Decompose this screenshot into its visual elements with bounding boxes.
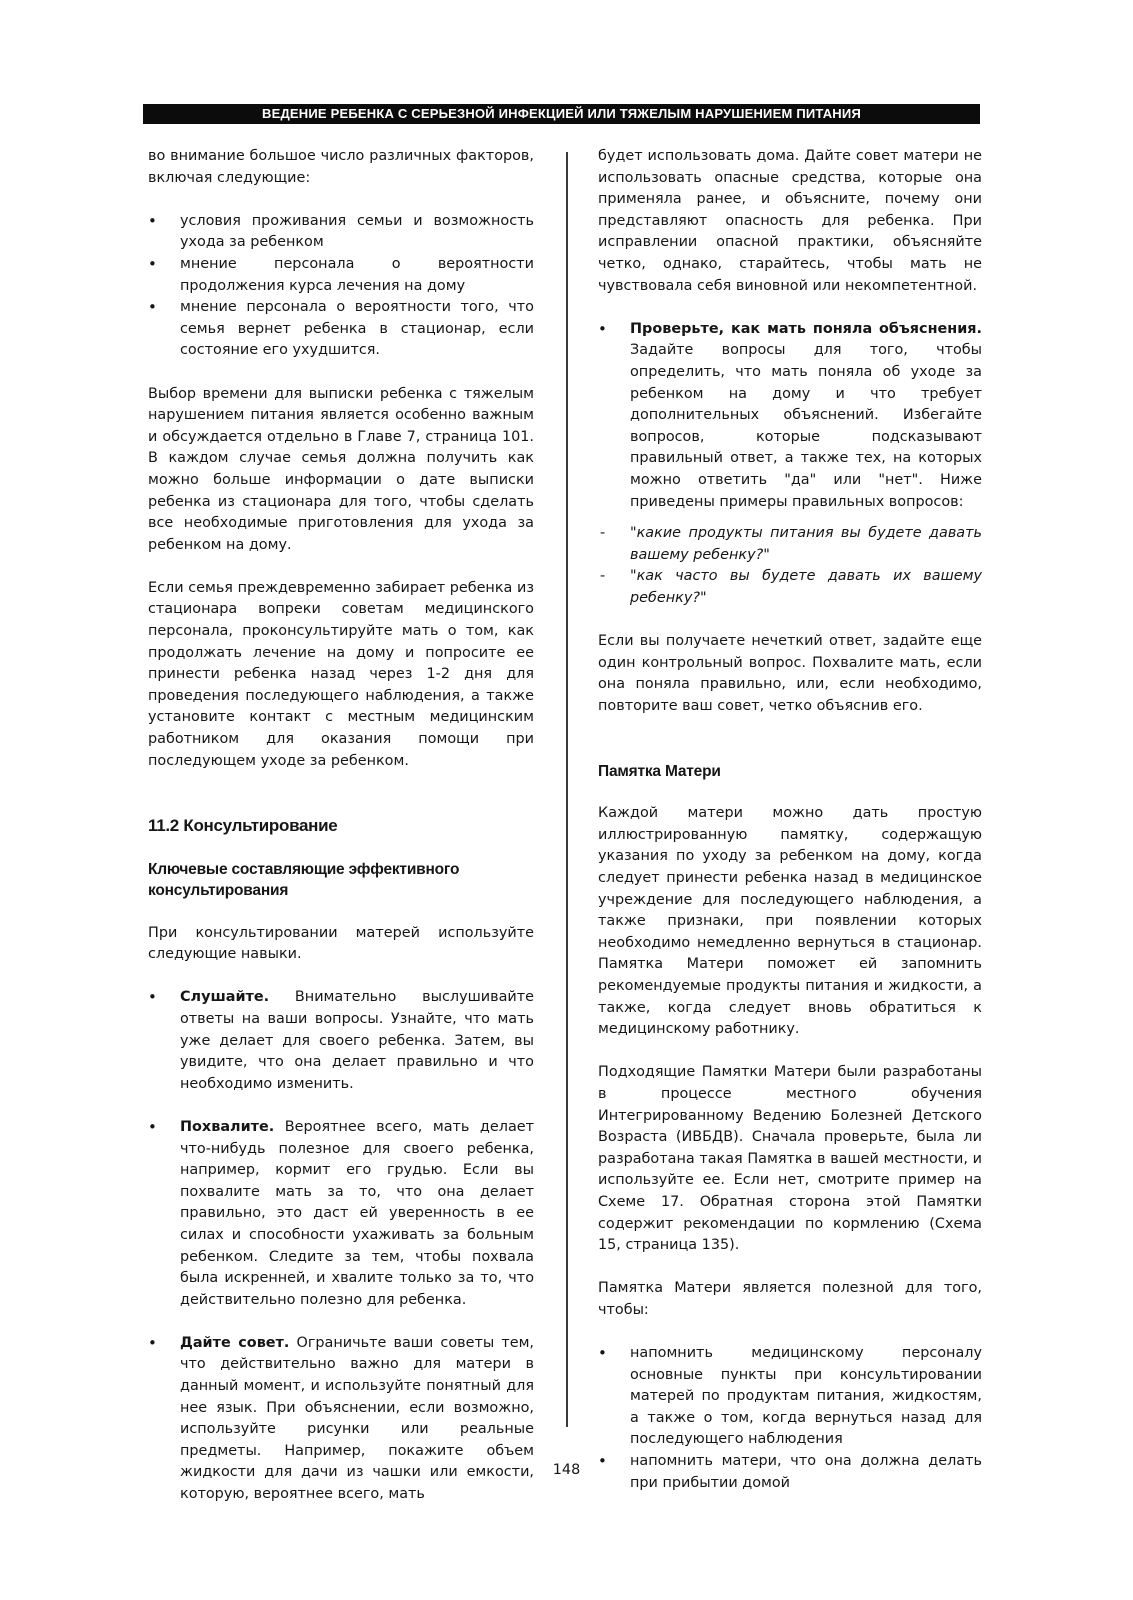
skill-lead: Дайте совет. [180,1334,290,1351]
skills-intro: При консультировании матерей используйте следующие навыки. [148,924,534,963]
questions-list [598,523,982,609]
skill-text: Вероятнее всего, мать делает что-нибудь полезное для своего ребенка, например, кормит его грудью. Если вы похвалите мать за то, что она делает правильно, это даст ей уверенность в ее силах и способности ухаживать за больным ребенком. Следите за тем, чтобы похвала была искренней, и хвалите только за то, что действительно полезно для ребенка. [180,1118,534,1308]
list-item: - "какие продукты питания вы будете давать вашему ребенку?" [598,523,982,566]
right-column [598,146,982,1494]
early-discharge-paragraph: Если семья преждевременно забирает ребенка из стационара вопреки советам медицинского персонала, проконсультируйте мать о том, как продолжать лечение на дому и попросите ее принести ребенка назад через 1-2 дня для проведения последующего наблюдения, а также установите контакт с местным медицинским работником для оказания помощи при последующем уходе за ребенком. [148,579,534,769]
list-item: - "как часто вы будете давать их вашему ребенку?" [598,566,982,609]
list-item [148,1333,534,1506]
list-item: • условия проживания семьи и возможность ухода за ребенком [148,211,534,254]
skill-text: Внимательно выслушивайте ответы на ваши вопросы. Узнайте, что мать уже делает для своего ребенка. Затем, вы увидите, что она делает правильно и что необходимо изменить. [180,989,534,1092]
skill-text: Ограничьте ваши советы тем, что действительно важно для матери в данный момент, и используйте понятный для нее язык. При объяснении, если возможно, используйте рисунки или реальные предметы. Например, покажите объем жидкости для дачи из чашки или емкости, которую, вероятнее всего, мать [180,1334,535,1503]
page-number: 148 [552,1462,581,1478]
discharge-paragraph: Выбор времени для выписки ребенка с тяжелым нарушением питания является особенно важным и обсуждается отдельно в Главе 7, страница 101. В каждом случае семья должна получить как можно больше информации о дате выписки ребенка из стационара для того, чтобы сделать все необходимые приготовления для ухода за ребенком на дому. [148,385,534,553]
factors-list [148,211,534,362]
section-heading: 11.2 Консультирование [148,816,338,836]
list-item: • мнение персонала о вероятности продолжения курса лечения на дому [148,254,534,297]
card-paragraph: Каждой матери можно дать простую иллюстрированную памятку, содержащую указания по уходу за ребенком на дому, когда следует принести ребенка назад в медицинское учреждение для последующего наблюдения, а также признаки, при появлении которых необходимо немедленно вернуться в стационар. Памятка Матери поможет ей запомнить рекомендуемые продукты питания и жидкости, а также, когда следует вновь обратиться к медицинскому работнику. [598,805,982,1038]
check-list [598,319,982,513]
check-lead: Проверьте, как мать поняла объяснения. [630,320,982,337]
card-heading: Памятка Матери [598,762,721,780]
skills-list [148,987,534,1095]
list-item [598,319,982,513]
skill-lead: Похвалите. [180,1118,275,1135]
left-column [148,146,534,1506]
list-item: • напомнить матери, что она должна делать при прибытии домой [598,1451,982,1494]
card-useful-intro: Памятка Матери является полезной для того, чтобы: [598,1280,982,1318]
list-item: • мнение персонала о вероятности того, что семья вернет ребенка в стационар, если состояние его ухудшится. [148,297,534,362]
unclear-answer-paragraph: Если вы получаете нечеткий ответ, задайте еще один контрольный вопрос. Похвалите мать, если она поняла правильно, или, если необходимо, повторите ваш совет, четко объяснив его. [598,633,982,714]
list-item [148,987,534,1095]
column-divider [566,152,568,1427]
list-item: • напомнить медицинскому персоналу основные пункты при консультировании матерей по продуктам питания, жидкостям, а также о том, когда вернуться назад для последующего наблюдения [598,1343,982,1451]
card-paragraph: Подходящие Памятки Матери были разработаны в процессе местного обучения Интегрированному Ведению Болезней Детского Возраста (ИВБДВ). Сначала проверьте, была ли разработана такая Памятка в вашей местности, и используйте ее. Если нет, смотрите пример на Схеме 17. Обратная сторона этой Памятки содержит рекомендации по кормлению (Схема 15, страница 135). [598,1064,982,1254]
skill-lead: Слушайте. [180,989,270,1006]
continuation-paragraph: будет использовать дома. Дайте совет матери не использовать опасные средства, которые она применяла ранее, и объясните, почему они представляют опасность для ребенка. При исправлении опасной практики, объясняйте четко, однако, старайтесь, чтобы мать не чувствовала себя виновной или некомпетентной. [598,148,982,294]
subsection-heading: Ключевые составляющие эффективного консультирования [148,861,460,899]
check-text: Задайте вопросы для того, чтобы определить, что мать поняла об уходе за ребенком на дому и что требует дополнительных объяснений. Избегайте вопросов, которые подсказывают правильный ответ, а также тех, на которых можно ответить "да" или "нет". Ниже приведены примеры правильных вопросов: [630,342,982,510]
list-item [148,1117,534,1311]
intro-paragraph: во внимание большое число различных факторов, включая следующие: [148,148,534,186]
running-header: ВЕДЕНИЕ РЕБЕНКА С СЕРЬЕЗНОЙ ИНФЕКЦИЕЙ ИЛИ ТЯЖЕЛЫМ НАРУШЕНИЕМ ПИТАНИЯ [143,104,980,124]
skills-list [148,1117,534,1311]
skills-list [148,1333,534,1506]
